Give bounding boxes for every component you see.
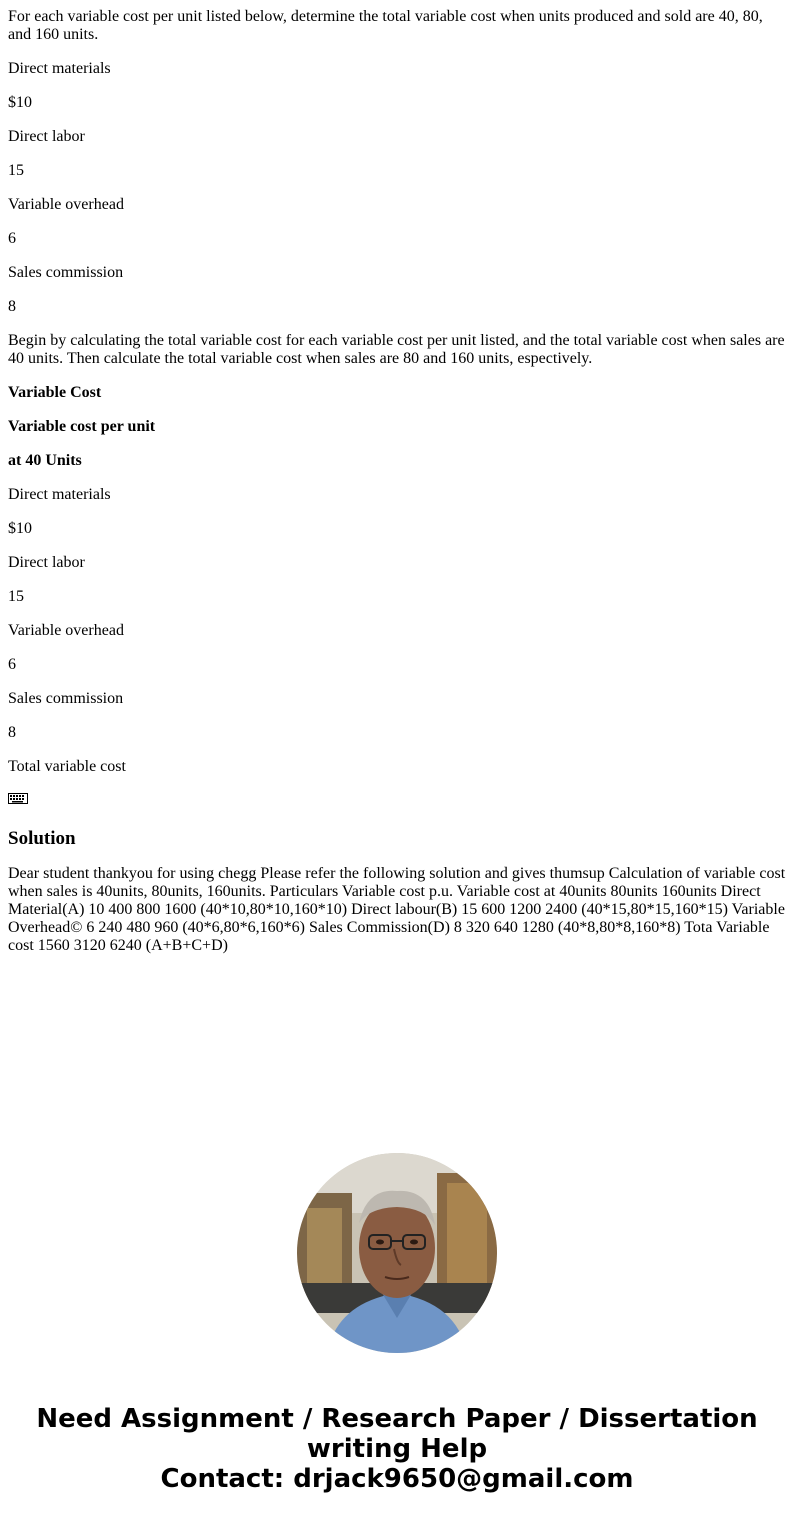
item-value-variable-overhead: 6: [8, 230, 16, 247]
table-row-label-direct-labor: Direct labor: [8, 554, 85, 571]
table-header-cost-per-unit: Variable cost per unit: [8, 418, 156, 435]
item-value-direct-materials: $10: [8, 94, 32, 111]
table-row-label-variable-overhead: Variable overhead: [8, 622, 124, 639]
person-portrait-image: [297, 1153, 497, 1353]
item-value-sales-commission: 8: [8, 298, 16, 315]
item-value-direct-labor: 15: [8, 162, 24, 179]
table-row-label-direct-materials: Direct materials: [8, 486, 111, 503]
table-row-value-sales-commission: 8: [8, 724, 16, 741]
table-total-label: Total variable cost: [8, 758, 126, 775]
table-row-value-direct-materials: $10: [8, 520, 32, 537]
promo-banner: [0, 1404, 794, 1494]
keyboard-icon[interactable]: [8, 793, 28, 804]
table-row-value-variable-overhead: 6: [8, 656, 16, 673]
avatar: [297, 1153, 497, 1353]
table-header-40-units: at 40 Units: [8, 452, 82, 469]
table-row-value-direct-labor: 15: [8, 588, 24, 605]
item-label-direct-labor: Direct labor: [8, 128, 85, 145]
item-label-variable-overhead: Variable overhead: [8, 196, 124, 213]
promo-line-1: Need Assignment / Research Paper / Dissertation: [36, 1404, 758, 1434]
question-intro: For each variable cost per unit listed below, determine the total variable cost when units produced and sold are 40, 80, and 160 units.: [8, 8, 763, 43]
item-label-sales-commission: Sales commission: [8, 264, 124, 281]
table-header-variable-cost: Variable Cost: [8, 384, 102, 401]
question-instruction: Begin by calculating the total variable cost for each variable cost per unit listed, and the total variable cost when sales are 40 units. Then calculate the total variable cost when sales are 80 and 160 units, espectively.: [8, 332, 785, 367]
table-row-label-sales-commission: Sales commission: [8, 690, 124, 707]
solution-heading: Solution: [8, 828, 76, 849]
promo-line-2: writing Help: [306, 1434, 488, 1464]
item-label-direct-materials: Direct materials: [8, 60, 111, 77]
solution-body: Dear student thankyou for using chegg Please refer the following solution and gives thumsup Calculation of variable cost when sales is 40units, 80units, 160units. Particulars Variable cost p.u. Variable cost at 40units 80units 160units Direct Material(A) 10 400 800 1600 (40*10,80*10,160*10) Direct labour(B) 15 600 1200 2400 (40*15,80*15,160*15) Variable Overhead© 6 240 480 960 (40*6,80*6,160*6) Sales Commission(D) 8 320 640 1280 (40*8,80*8,160*8) Tota Variable cost 1560 3120 6240 (A+B+C+D): [8, 865, 786, 954]
promo-contact: Contact: drjack9650@gmail.com: [160, 1464, 634, 1494]
